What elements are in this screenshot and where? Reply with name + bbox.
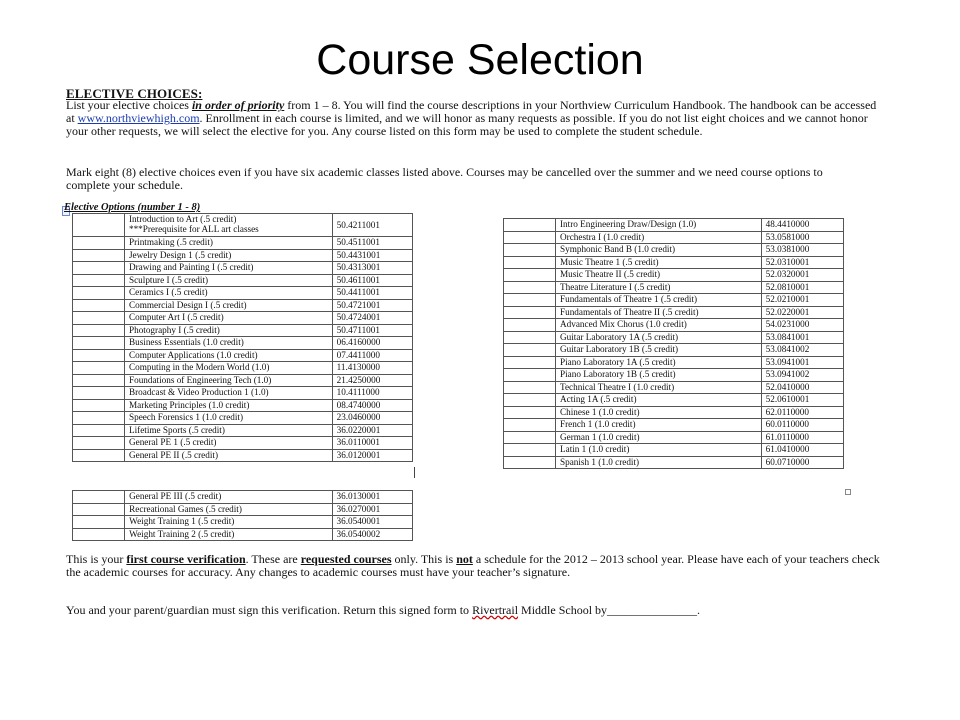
course-name	[556, 231, 762, 244]
priority-cell[interactable]	[504, 269, 556, 282]
course-name	[556, 356, 762, 369]
course-name-text: Guitar Laboratory 1B (.5 credit)	[560, 344, 679, 354]
table-row	[504, 369, 844, 382]
table-row	[504, 231, 844, 244]
verif-text-e: only. This is	[391, 552, 457, 566]
course-name	[124, 324, 332, 337]
course-name-text: Theatre Literature I (.5 credit)	[560, 281, 671, 292]
table-row	[504, 394, 844, 407]
course-name	[124, 274, 332, 287]
table-row	[73, 491, 413, 504]
course-name	[556, 319, 762, 332]
table-row	[73, 528, 413, 541]
course-name	[556, 381, 762, 394]
course-code: 08.4740000	[332, 399, 412, 412]
course-name	[125, 516, 332, 529]
school-name: Rivertrail	[472, 603, 519, 617]
priority-cell[interactable]	[504, 431, 556, 444]
priority-cell[interactable]	[73, 312, 125, 325]
priority-cell[interactable]	[504, 444, 556, 457]
table-row	[504, 306, 844, 319]
table-row	[73, 503, 413, 516]
course-name-text: Introduction to Art (.5 credit)	[128, 214, 237, 224]
table-row	[73, 374, 413, 387]
right-course-table	[503, 218, 844, 469]
course-name	[556, 456, 762, 469]
instr-text-c: from 1 – 8. You will find the course descriptions in your Northview Curriculum Handbook. The handbook can be accessed at	[66, 98, 877, 125]
table-row	[504, 269, 844, 282]
table-row	[73, 399, 413, 412]
course-name	[124, 337, 332, 350]
sign-text-a: You and your parent/guardian must sign this verification. Return this signed form to	[66, 603, 473, 617]
priority-cell[interactable]	[73, 324, 125, 337]
course-name-text: Computer Applications (1.0 credit)	[128, 349, 258, 360]
priority-cell[interactable]	[504, 344, 556, 357]
course-code: 53.0381000	[761, 244, 843, 257]
verif-text-g: a schedule for the 2012 – 2013 school year. Please have each of your teachers check the academic courses for accuracy. Any changes to academic courses must have your teacher’s signature.	[66, 552, 880, 579]
course-code: 50.4313001	[332, 262, 412, 275]
course-code: 52.0220001	[761, 306, 843, 319]
course-name	[556, 294, 762, 307]
verif-emphasis-3: not	[456, 552, 473, 566]
course-code: 06.4160000	[332, 337, 412, 350]
left-course-table	[72, 213, 413, 462]
course-code: 50.4721001	[332, 299, 412, 312]
priority-cell[interactable]	[504, 256, 556, 269]
priority-cell[interactable]	[504, 319, 556, 332]
course-prereq-text: ***Prerequisite for ALL art classes	[128, 224, 259, 234]
table-row	[73, 516, 413, 529]
priority-cell[interactable]	[73, 387, 125, 400]
course-code: 50.4711001	[332, 324, 412, 337]
course-name	[125, 528, 332, 541]
course-code: 52.0810001	[761, 281, 843, 294]
course-name-text: Ceramics I (.5 credit)	[128, 287, 208, 297]
course-code: 10.4111000	[332, 387, 412, 400]
priority-cell[interactable]	[504, 306, 556, 319]
course-name-text: Orchestra I (1.0 credit)	[560, 231, 645, 242]
priority-cell[interactable]	[504, 356, 556, 369]
table-row	[504, 256, 844, 269]
table-row	[504, 331, 844, 344]
course-name-text: General PE II (.5 credit)	[128, 449, 219, 460]
course-name-text: Chinese 1 (1.0 credit)	[560, 406, 640, 417]
course-name-text: Broadcast & Video Production 1 (1.0)	[128, 387, 269, 397]
course-name	[556, 344, 762, 357]
course-name-text: Computing in the Modern World (1.0)	[128, 362, 270, 372]
priority-cell[interactable]	[73, 249, 125, 262]
priority-cell[interactable]	[73, 262, 125, 275]
priority-cell[interactable]	[73, 528, 125, 541]
verif-text-a: This is your	[66, 552, 127, 566]
priority-cell[interactable]	[73, 374, 125, 387]
course-code: 11.4130000	[332, 362, 412, 375]
course-name	[556, 281, 762, 294]
priority-cell[interactable]	[73, 503, 125, 516]
table-row	[504, 419, 844, 432]
table-row	[73, 362, 413, 375]
course-name	[556, 369, 762, 382]
course-name-text: Lifetime Sports (.5 credit)	[128, 424, 225, 435]
course-name-text: Photography I (.5 credit)	[128, 324, 220, 335]
priority-cell[interactable]	[73, 349, 125, 362]
course-name-text: Intro Engineering Draw/Design (1.0)	[560, 219, 697, 229]
course-name-text: Weight Training 1 (.5 credit)	[129, 516, 235, 526]
table-row	[504, 294, 844, 307]
course-name	[124, 412, 332, 425]
course-code: 52.0410000	[761, 381, 843, 394]
course-name-text: Piano Laboratory 1B (.5 credit)	[560, 369, 676, 379]
priority-cell[interactable]	[73, 274, 125, 287]
table-row	[73, 337, 413, 350]
instr-text-a: List your elective choices	[66, 98, 192, 112]
course-name	[124, 449, 332, 462]
course-name	[124, 262, 332, 275]
course-code: 52.0610001	[761, 394, 843, 407]
table-row	[73, 262, 413, 275]
course-code: 53.0841001	[761, 331, 843, 344]
left-course-table-2	[72, 490, 413, 541]
course-code: 52.0320001	[761, 269, 843, 282]
course-name	[124, 362, 332, 375]
priority-cell[interactable]	[504, 281, 556, 294]
course-name	[556, 431, 762, 444]
course-name	[124, 387, 332, 400]
course-name	[124, 237, 332, 250]
course-name	[556, 406, 762, 419]
table-row	[73, 412, 413, 425]
course-name-text: Printmaking (.5 credit)	[128, 237, 213, 247]
table-row	[504, 219, 844, 232]
table-row	[504, 244, 844, 257]
course-code: 61.0110000	[761, 431, 843, 444]
course-name-text: Piano Laboratory 1A (.5 credit)	[560, 356, 676, 367]
verif-emphasis-1: first course verification	[126, 552, 246, 566]
course-code: 36.0220001	[332, 424, 412, 437]
course-name-text: Advanced Mix Chorus (1.0 credit)	[560, 319, 687, 329]
course-name-text: Commercial Design I (.5 credit)	[128, 299, 247, 310]
course-name-text: Technical Theatre I (1.0 credit)	[560, 381, 675, 392]
course-name-text: General PE 1 (.5 credit)	[128, 437, 217, 447]
course-name	[124, 437, 332, 450]
course-name-text: Foundations of Engineering Tech (1.0)	[128, 374, 272, 385]
course-name	[556, 256, 762, 269]
course-code: 52.0210001	[761, 294, 843, 307]
sign-text-c: Middle School by_______________.	[518, 603, 701, 617]
course-name	[124, 312, 332, 325]
table-row	[504, 281, 844, 294]
course-code: 52.0310001	[761, 256, 843, 269]
course-name-text: Jewelry Design 1 (.5 credit)	[128, 249, 232, 260]
course-code: 36.0110001	[332, 437, 412, 450]
course-name-text: Music Theatre II (.5 credit)	[560, 269, 661, 279]
priority-cell[interactable]	[73, 214, 125, 237]
table-row	[73, 214, 413, 237]
table-row	[73, 437, 413, 450]
course-name	[124, 399, 332, 412]
course-name-text: Spanish 1 (1.0 credit)	[560, 456, 640, 467]
table-row	[73, 324, 413, 337]
course-name-text: Symphonic Band B (1.0 credit)	[560, 244, 676, 254]
priority-cell[interactable]	[73, 287, 125, 300]
course-name-text: Fundamentals of Theatre II (.5 credit)	[560, 306, 699, 317]
table-row	[73, 312, 413, 325]
course-name	[556, 306, 762, 319]
priority-cell[interactable]	[73, 399, 125, 412]
course-name	[556, 331, 762, 344]
priority-cell[interactable]	[504, 331, 556, 344]
priority-cell[interactable]	[73, 362, 125, 375]
course-name	[125, 503, 332, 516]
course-code: 21.4250000	[332, 374, 412, 387]
course-name-text: Latin 1 (1.0 credit)	[560, 444, 630, 454]
course-code: 36.0270001	[332, 503, 412, 516]
verif-text-c: . These are	[245, 552, 301, 566]
course-code: 48.4410000	[761, 219, 843, 232]
course-name-text: Acting 1A (.5 credit)	[560, 394, 637, 404]
table-row	[73, 349, 413, 362]
course-name-text: Business Essentials (1.0 credit)	[128, 337, 244, 347]
course-name	[124, 249, 332, 262]
course-code: 54.0231000	[761, 319, 843, 332]
handbook-link[interactable]: www.northviewhigh.com	[77, 110, 200, 125]
course-name	[124, 349, 332, 362]
instr-text-d: . Enrollment in each course is limited, and we will honor as many requests as possible. If you do not list eight choices and we cannot honor your other requests, we will select the elective for you. Any course listed on this form may be used to complete the student schedule.	[66, 110, 868, 138]
course-code: 53.0941002	[761, 369, 843, 382]
course-code: 61.0410000	[761, 444, 843, 457]
table-row	[504, 431, 844, 444]
course-code: 53.0941001	[761, 356, 843, 369]
slide-title: Course Selection	[316, 36, 644, 84]
priority-cell[interactable]	[73, 437, 125, 450]
priority-cell[interactable]	[504, 394, 556, 407]
course-name	[556, 244, 762, 257]
course-name-text: Computer Art I (.5 credit)	[128, 312, 224, 322]
course-code: 50.4431001	[332, 249, 412, 262]
verification-paragraph	[66, 553, 896, 579]
priority-cell[interactable]	[504, 369, 556, 382]
course-code: 07.4411000	[332, 349, 412, 362]
course-name-text: Fundamentals of Theatre 1 (.5 credit)	[560, 294, 698, 304]
instructions-paragraph	[66, 99, 886, 137]
priority-cell[interactable]	[73, 299, 125, 312]
table-row	[504, 406, 844, 419]
course-name-text: French 1 (1.0 credit)	[560, 419, 636, 429]
course-code: 53.0581000	[761, 231, 843, 244]
course-code: 36.0120001	[332, 449, 412, 462]
course-name	[556, 219, 762, 232]
course-name	[125, 491, 332, 504]
table-row	[73, 249, 413, 262]
course-code: 53.0841002	[761, 344, 843, 357]
table-row	[73, 274, 413, 287]
course-name-text: Sculpture I (.5 credit)	[128, 274, 209, 285]
instr-emphasis: in order of priority	[191, 98, 285, 112]
course-name-text: German 1 (1.0 credit)	[560, 431, 640, 442]
course-code: 60.0110000	[761, 419, 843, 432]
cursor-mark	[414, 467, 415, 478]
priority-cell[interactable]	[73, 337, 125, 350]
table-row	[504, 456, 844, 469]
priority-cell[interactable]	[504, 381, 556, 394]
table-row	[504, 381, 844, 394]
signature-paragraph	[66, 604, 896, 617]
section-heading: ELECTIVE CHOICES:	[66, 86, 203, 101]
course-code: 36.0540001	[332, 516, 412, 529]
course-code: 50.4511001	[332, 237, 412, 250]
course-code: 50.4211001	[332, 214, 412, 237]
table-row	[73, 237, 413, 250]
course-code: 50.4411001	[332, 287, 412, 300]
table-row	[504, 444, 844, 457]
priority-cell[interactable]	[73, 449, 125, 462]
priority-cell[interactable]	[73, 516, 125, 529]
course-code: 23.0460000	[332, 412, 412, 425]
table-row	[504, 319, 844, 332]
course-name	[124, 374, 332, 387]
priority-cell[interactable]	[504, 406, 556, 419]
course-name	[124, 287, 332, 300]
table-row	[73, 449, 413, 462]
mark-eight-paragraph: Mark eight (8) elective choices even if you have six academic classes listed above. Courses may be cancelled over the summer and we need course options to complete your schedule.	[66, 165, 823, 192]
priority-cell[interactable]	[504, 456, 556, 469]
priority-cell[interactable]	[73, 424, 125, 437]
priority-cell[interactable]	[73, 412, 125, 425]
course-name	[124, 424, 332, 437]
table-row	[73, 299, 413, 312]
table-row	[73, 424, 413, 437]
course-name	[556, 419, 762, 432]
course-name	[556, 394, 762, 407]
priority-cell[interactable]	[504, 294, 556, 307]
course-name	[556, 269, 762, 282]
course-code: 50.4611001	[332, 274, 412, 287]
table-row	[504, 344, 844, 357]
course-name-text: General PE III (.5 credit)	[129, 491, 222, 501]
table-row	[73, 387, 413, 400]
course-code: 36.0130001	[332, 491, 412, 504]
course-code: 50.4724001	[332, 312, 412, 325]
course-code: 36.0540002	[332, 528, 412, 541]
course-code: 60.0710000	[761, 456, 843, 469]
verif-emphasis-2: requested courses	[300, 552, 392, 566]
course-name	[124, 214, 332, 237]
course-name	[556, 444, 762, 457]
course-name-text: Marketing Principles (1.0 credit)	[128, 399, 250, 410]
table-row	[504, 356, 844, 369]
elective-options-label: Elective Options (number 1 - 8)	[64, 202, 201, 213]
priority-cell[interactable]	[504, 219, 556, 232]
priority-cell[interactable]	[73, 237, 125, 250]
course-code: 62.0110000	[761, 406, 843, 419]
course-name-text: Drawing and Painting I (.5 credit)	[128, 262, 254, 272]
course-name-text: Recreational Games (.5 credit)	[129, 503, 242, 514]
priority-cell[interactable]	[73, 491, 125, 504]
course-name	[124, 299, 332, 312]
priority-cell[interactable]	[504, 231, 556, 244]
course-name-text: Speech Forensics 1 (1.0 credit)	[128, 412, 244, 422]
course-name-text: Music Theatre 1 (.5 credit)	[560, 256, 659, 267]
priority-cell[interactable]	[504, 419, 556, 432]
course-name-text: Weight Training 2 (.5 credit)	[129, 528, 235, 539]
course-name-text: Guitar Laboratory 1A (.5 credit)	[560, 331, 679, 342]
table-resize-handle	[845, 489, 851, 495]
table-row	[73, 287, 413, 300]
priority-cell[interactable]	[504, 244, 556, 257]
